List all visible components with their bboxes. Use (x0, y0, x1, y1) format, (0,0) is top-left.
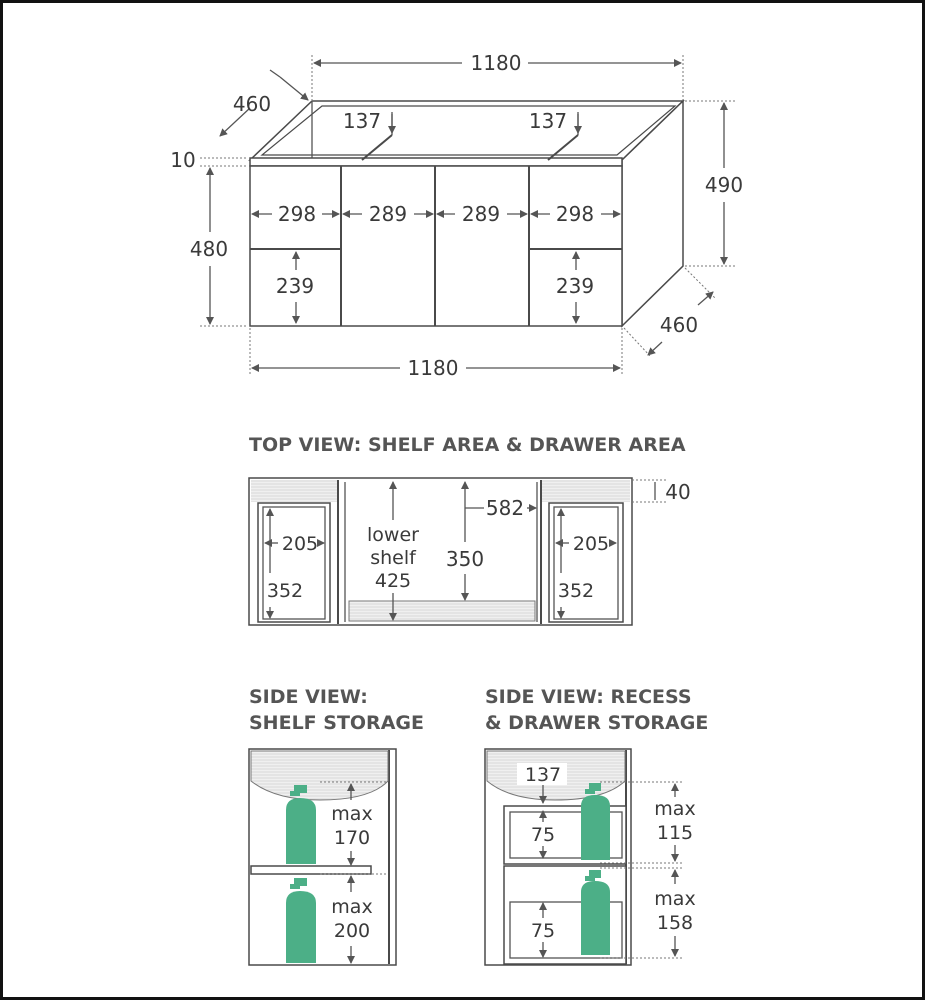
drawer-depth-left-topview: 352 (266, 580, 304, 602)
drawer-height-left-label: 239 (275, 274, 315, 298)
side-view-recess (485, 686, 708, 965)
door-width-left-label: 289 (368, 202, 408, 226)
side-recess-heading-line1: SIDE VIEW: RECESS (485, 686, 692, 708)
shelf-lower-max-value: 200 (333, 920, 371, 942)
recess-lower-max-value: 158 (656, 912, 694, 934)
drawer-width-left-label: 298 (277, 202, 317, 226)
recess-left-label: 137 (342, 109, 382, 133)
top-slab (250, 158, 622, 166)
overall-width-bottom-label: 1180 (407, 356, 459, 380)
drawer-width-right-label: 298 (555, 202, 595, 226)
recess-upper-max-label: max (654, 798, 696, 820)
shelf-lower-max-label: max (331, 896, 373, 918)
lower-shelf-line2: shelf (370, 547, 416, 569)
body-height-label: 480 (189, 237, 229, 261)
door-width-right-label: 289 (461, 202, 501, 226)
recess-right-label: 137 (528, 109, 568, 133)
drawer-height-right-label: 239 (555, 274, 595, 298)
upper-drawer-inner-label: 75 (530, 824, 556, 846)
top-view-heading: TOP VIEW: SHELF AREA & DRAWER AREA (249, 434, 686, 456)
shelf-depth-label: 350 (445, 547, 485, 571)
drawer-width-right-topview: 205 (572, 533, 610, 555)
lower-shelf-value: 425 (374, 570, 412, 592)
total-height-label: 490 (704, 173, 744, 197)
overall-width-top-label: 1180 (470, 51, 522, 75)
side-shelf-heading-line1: SIDE VIEW: (249, 686, 368, 708)
top-thickness-label: 10 (170, 148, 196, 172)
shelf-upper-max-value: 170 (333, 827, 371, 849)
shelf-upper-max-label: max (331, 803, 373, 825)
depth-top-label: 460 (232, 92, 272, 116)
side-view-shelf (249, 686, 424, 965)
recess-upper-max-value: 115 (656, 822, 694, 844)
side-shelf-heading-line2: SHELF STORAGE (249, 712, 424, 734)
lower-shelf-line1: lower (367, 524, 419, 546)
side-recess-heading-line2: & DRAWER STORAGE (485, 712, 709, 734)
lower-drawer-inner-label: 75 (530, 920, 556, 942)
drawer-depth-right-topview: 352 (557, 580, 595, 602)
drawer-width-left-topview: 205 (281, 533, 319, 555)
shelf-width-label: 582 (485, 496, 525, 520)
recess-depth-label: 137 (524, 764, 562, 786)
recess-lower-max-label: max (654, 888, 696, 910)
top-gap-label: 40 (665, 480, 691, 504)
front-view (170, 51, 743, 380)
depth-side-label: 460 (659, 313, 699, 337)
top-view (249, 434, 691, 625)
